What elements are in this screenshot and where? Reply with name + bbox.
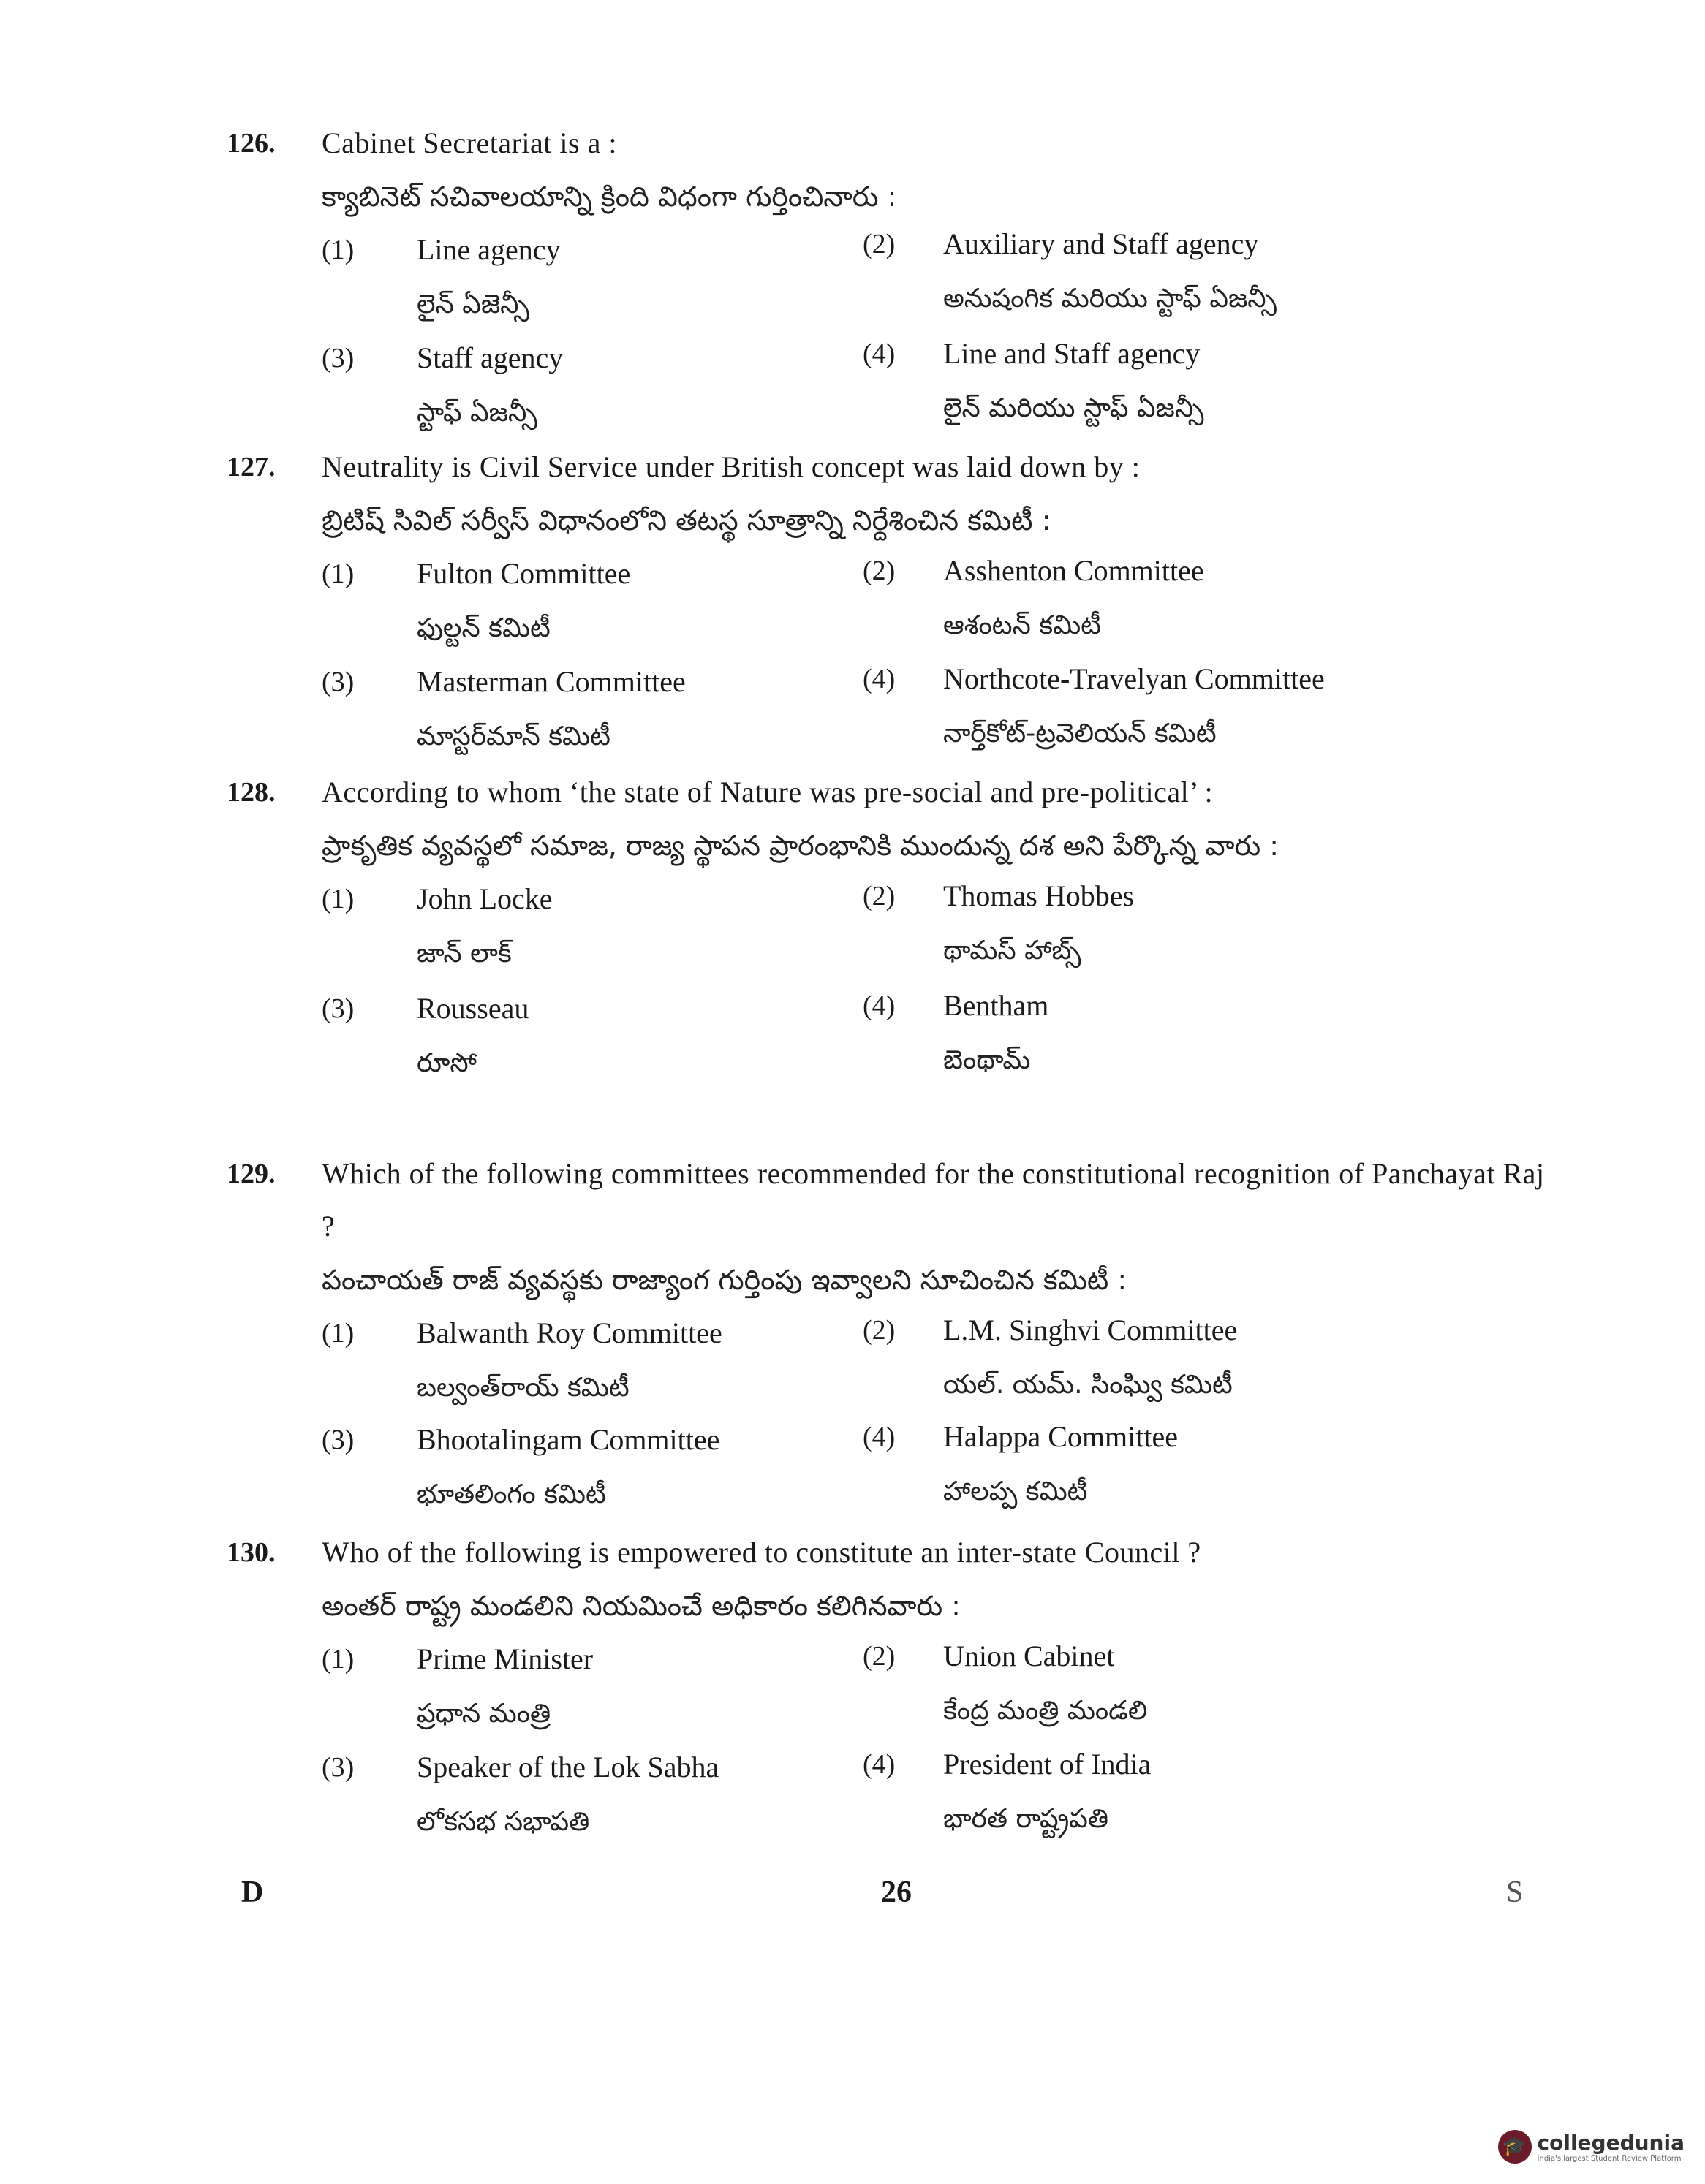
option-text-te: ప్రధాన మంత్రి — [417, 1699, 551, 1729]
option-text-en: Rousseau — [417, 992, 529, 1025]
option-number: (2) — [863, 1641, 896, 1672]
option-number: (4) — [863, 1422, 896, 1452]
logo-text — [1538, 2131, 1685, 2163]
option-text-te: జాన్ లాక్ — [417, 939, 512, 968]
option-text-te: కేంద్ర మంత్రి మండలి — [943, 1696, 1148, 1726]
option-1 — [322, 1307, 877, 1417]
option-number: (4) — [863, 1749, 896, 1780]
watermark-logo — [1498, 2130, 1685, 2164]
option-text-te: మాస్టర్‌మాన్ కమిటీ — [417, 721, 610, 751]
question-number: 130. — [227, 1537, 276, 1568]
option-text-en: Line agency — [417, 233, 561, 266]
footer-series: D — [241, 1876, 264, 1909]
option-number: (2) — [863, 881, 896, 911]
options — [322, 873, 1557, 1092]
option-text-te: భూతలింగం కమిటీ — [417, 1479, 606, 1509]
option-text-te: బెంథామ్ — [943, 1045, 1031, 1075]
option-3 — [322, 1741, 877, 1851]
option-number: (2) — [863, 556, 896, 586]
footer-right-mark: S — [1506, 1876, 1524, 1909]
logo-name: collegedunia — [1537, 2131, 1685, 2155]
question-126 — [227, 117, 1557, 443]
option-number: (1) — [322, 1644, 355, 1675]
option-number: (1) — [322, 884, 355, 914]
question-text-te: అంతర్ రాష్ట్ర మండలిని నియమించే అధికారం కలిగినవారు : — [322, 1590, 961, 1622]
option-3 — [322, 1414, 877, 1523]
option-text-en: Northcote-Travelyan Committee — [943, 662, 1325, 695]
option-number: (1) — [322, 235, 355, 265]
option-text-te: నార్త్‌కోట్-ట్రవెలియన్ కమిటీ — [943, 718, 1217, 748]
option-text-te: లైన్ మరియు స్టాఫ్ ఏజన్సీ — [943, 393, 1204, 423]
option-text-en: Halappa Committee — [943, 1420, 1179, 1453]
option-text-en: Balwanth Roy Committee — [417, 1316, 722, 1349]
option-number: (1) — [322, 1318, 355, 1349]
option-number: (4) — [863, 990, 896, 1021]
option-number: (1) — [322, 558, 355, 589]
option-4 — [863, 979, 1418, 1089]
option-3 — [322, 332, 877, 441]
question-128 — [227, 766, 1557, 1092]
option-3 — [322, 656, 877, 765]
question-text-te: క్యాబినెట్ సచివాలయాన్ని క్రింది విధంగా గుర్తించినారు : — [322, 181, 897, 213]
question-number: 128. — [227, 777, 276, 808]
option-2 — [863, 545, 1418, 654]
footer-page-number: 26 — [881, 1876, 912, 1909]
options — [322, 1307, 1557, 1526]
question-text-en: Cabinet Secretariat is a : — [322, 126, 617, 159]
option-4 — [863, 327, 1418, 437]
option-text-te: హాలప్ప కమిటీ — [943, 1476, 1088, 1506]
question-text-en: Who of the following is empowered to constitute an inter-state Council ? — [322, 1536, 1201, 1569]
graduation-cap-icon: 🎓 — [1498, 2130, 1532, 2164]
option-4 — [863, 653, 1521, 762]
options — [322, 224, 1557, 443]
option-text-te: లోకసభ సభాపతి — [417, 1807, 590, 1837]
question-number: 126. — [227, 128, 276, 159]
option-1 — [322, 547, 877, 657]
option-text-en: Speaker of the Lok Sabha — [417, 1751, 719, 1783]
option-text-en: Fulton Committee — [417, 557, 631, 590]
option-number: (3) — [322, 1425, 355, 1455]
options — [322, 1633, 1557, 1852]
option-2 — [863, 1630, 1418, 1740]
option-1 — [322, 224, 877, 333]
question-text-en: Neutrality is Civil Service under British concept was laid down by : — [322, 450, 1141, 483]
option-number: (4) — [863, 664, 896, 694]
question-text-en: According to whom ‘the state of Nature was pre-social and pre-political’ : — [322, 776, 1214, 808]
option-text-te: అనుషంగిక మరియు స్టాఫ్ ఏజన్సీ — [943, 284, 1277, 314]
option-text-en: Asshenton Committee — [943, 554, 1204, 587]
option-number: (3) — [322, 343, 355, 374]
option-text-te: ఫుల్టన్ కమిటీ — [417, 613, 551, 643]
option-2 — [863, 870, 1418, 979]
option-text-en: Masterman Committee — [417, 665, 686, 698]
option-number: (3) — [322, 993, 355, 1024]
option-text-te: యల్. యమ్. సింఘ్వి కమిటీ — [943, 1370, 1233, 1400]
option-text-te: థామస్ హాబ్స్ — [943, 936, 1081, 966]
option-number: (2) — [863, 229, 896, 259]
option-text-en: L.M. Singhvi Committee — [943, 1313, 1238, 1346]
option-text-en: Bentham — [943, 989, 1049, 1022]
option-text-en: Thomas Hobbes — [943, 879, 1135, 912]
option-text-en: President of India — [943, 1748, 1152, 1781]
question-130 — [227, 1526, 1557, 1852]
question-text-te: పంచాయత్ రాజ్ వ్యవస్థకు రాజ్యాంగ గుర్తింపు ఇవ్వాలని సూచించిన కమిటీ : — [322, 1264, 1127, 1296]
option-text-te: ఆశంటన్ కమిటీ — [943, 610, 1101, 640]
option-text-te: లైన్ ఏజెన్సీ — [417, 289, 529, 319]
option-text-en: John Locke — [417, 882, 553, 915]
option-text-en: Line and Staff agency — [943, 337, 1201, 370]
logo-tagline: India's largest Student Review Platform — [1537, 2155, 1682, 2163]
option-2 — [863, 1304, 1418, 1414]
question-text-en: Which of the following committees recommended for the constitutional recognition of Panchayat Raj ? — [322, 1157, 1545, 1243]
option-2 — [863, 218, 1418, 327]
option-text-en: Union Cabinet — [943, 1639, 1115, 1672]
option-number: (4) — [863, 338, 896, 369]
question-text-te: ప్రాకృతిక వ్యవస్థలో సమాజ, రాజ్య స్థాపన ప్రారంభానికి ముందున్న దశ అని పేర్కొన్న వారు : — [322, 830, 1279, 862]
option-4 — [863, 1738, 1418, 1848]
option-number: (3) — [322, 1752, 355, 1783]
option-text-te: బల్వంత్‌రాయ్ కమిటీ — [417, 1373, 630, 1403]
question-text-te: బ్రిటిష్ సివిల్ సర్వీస్ విధానంలోని తటస్థ సూత్రాన్ని నిర్దేశించిన కమిటీ : — [322, 504, 1051, 536]
option-number: (2) — [863, 1315, 896, 1346]
option-text-te: రూసో — [417, 1048, 477, 1078]
option-1 — [322, 1633, 877, 1743]
option-4 — [863, 1411, 1418, 1520]
question-129 — [227, 1148, 1557, 1526]
option-text-en: Auxiliary and Staff agency — [943, 227, 1259, 260]
option-text-en: Prime Minister — [417, 1642, 594, 1675]
option-1 — [322, 873, 877, 982]
option-3 — [322, 982, 877, 1092]
option-text-te: భారత రాష్ట్రపతి — [943, 1804, 1109, 1834]
option-text-en: Staff agency — [417, 341, 564, 374]
question-number: 127. — [227, 452, 276, 482]
option-text-en: Bhootalingam Committee — [417, 1423, 720, 1456]
question-127 — [227, 441, 1557, 767]
options — [322, 547, 1557, 767]
option-text-te: స్టాఫ్ ఏజన్సీ — [417, 398, 537, 428]
option-number: (3) — [322, 667, 355, 697]
question-number: 129. — [227, 1159, 276, 1189]
